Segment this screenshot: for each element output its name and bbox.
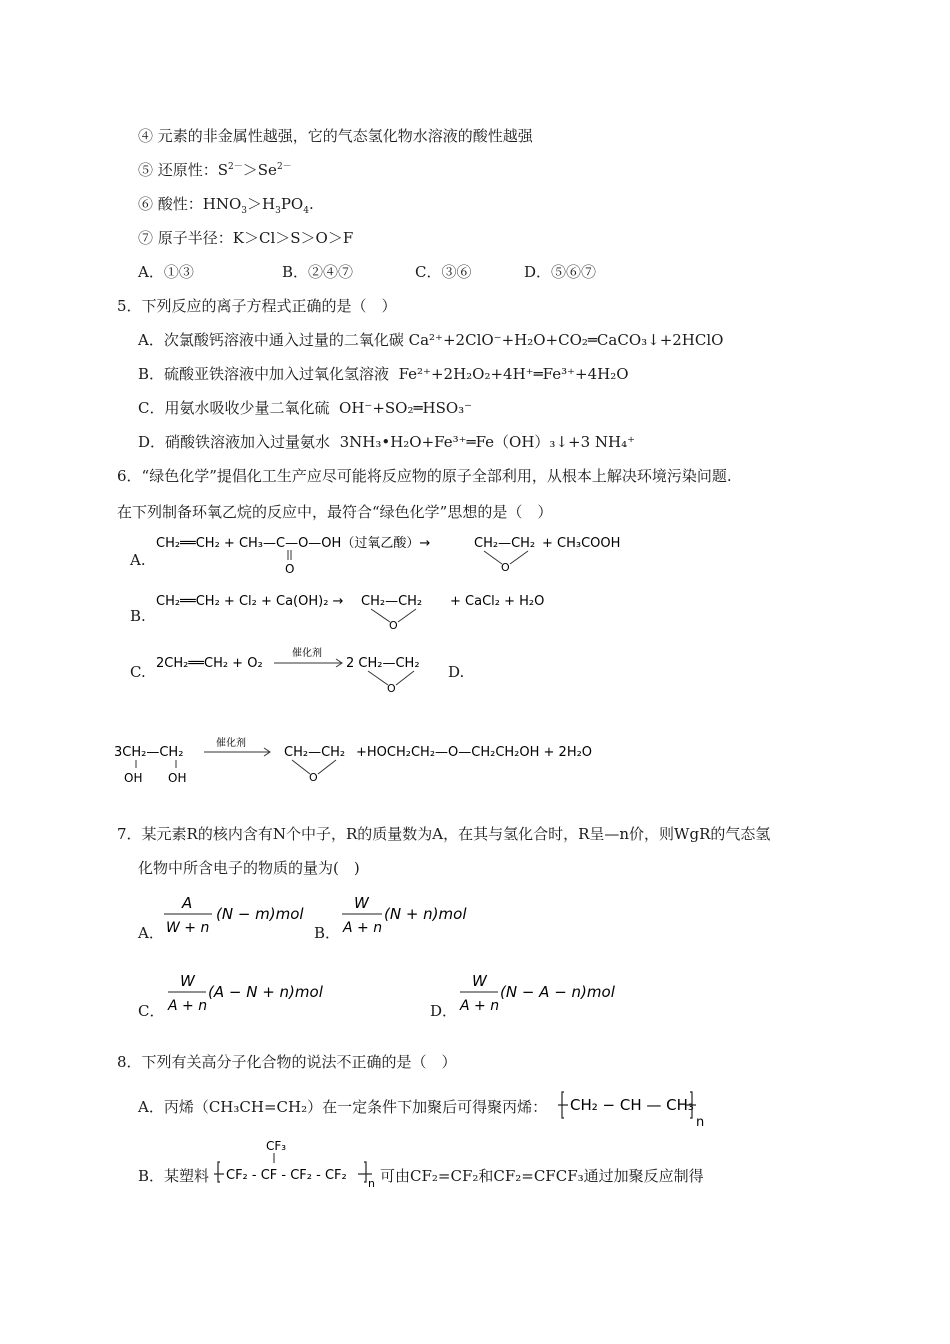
svg-text:3CH₂—CH₂: 3CH₂—CH₂ <box>114 745 184 760</box>
q7-option-a-formula <box>160 888 310 944</box>
svg-text:CH₂—CH₂: CH₂—CH₂ <box>474 536 536 551</box>
svg-text:W: W <box>354 894 369 912</box>
svg-text:CH₂══CH₂ + Cl₂ + Ca(OH)₂ →: CH₂══CH₂ + Cl₂ + Ca(OH)₂ → <box>156 594 344 609</box>
q6-option-b-equation <box>150 588 545 632</box>
q7-option-c-label[interactable]: C． <box>138 1002 165 1020</box>
q6-option-d-label[interactable]: D. <box>448 663 465 681</box>
q6-stem-line2: 在下列制备环氧乙烷的反应中，最符合“绿色化学”思想的是（ ） <box>117 503 553 521</box>
statement-4: ④ 元素的非金属性越强，它的气态氢化物水溶液的酸性越强 <box>138 127 533 145</box>
svg-text:OH: OH <box>168 771 187 785</box>
fluoropolymer-structure <box>212 1134 382 1190</box>
q8-option-a[interactable]: A．丙烯（CH₃CH=CH₂）在一定条件下加聚后可得聚丙烯： <box>138 1098 548 1116</box>
polypropylene-structure <box>554 1084 714 1130</box>
svg-text:CH₂—CH₂: CH₂—CH₂ <box>361 594 423 609</box>
svg-text:W + n: W + n <box>166 920 210 936</box>
svg-text:OH: OH <box>124 771 143 785</box>
q7-option-d-label[interactable]: D． <box>430 1002 458 1020</box>
svg-text:(N + n)mol: (N + n)mol <box>384 905 467 923</box>
svg-text:O: O <box>285 562 295 576</box>
svg-text:O: O <box>501 561 510 574</box>
svg-text:A + n: A + n <box>168 998 208 1014</box>
svg-text:2CH₂══CH₂ + O₂: 2CH₂══CH₂ + O₂ <box>156 656 263 671</box>
svg-text:(A − N + n)mol: (A − N + n)mol <box>208 983 323 1001</box>
svg-text:催化剂: 催化剂 <box>292 648 322 659</box>
q7-option-c-formula <box>164 966 334 1022</box>
q6-option-c-equation <box>150 645 440 693</box>
svg-text:O: O <box>389 619 398 632</box>
svg-text:催化剂: 催化剂 <box>216 738 246 749</box>
svg-text:O: O <box>309 771 318 784</box>
q7-stem-line1: 7．某元素R的核内含有N个中子，R的质量数为A，在其与氢化合时，R呈—n价，则WgR的气态氢 <box>117 825 771 843</box>
q8-stem: 8．下列有关高分子化合物的说法不正确的是（ ） <box>117 1053 457 1071</box>
q5-option-b[interactable]: B．硫酸亚铁溶液中加入过氧化氢溶液 Fe²⁺+2H₂O₂+4H⁺═Fe³⁺+4H₂O <box>138 365 629 383</box>
svg-text:(N − m)mol: (N − m)mol <box>216 905 304 923</box>
svg-text:A + n: A + n <box>460 998 500 1014</box>
q4-option-a[interactable]: A．①③ <box>138 263 194 281</box>
svg-text:+ CaCl₂ + H₂O: + CaCl₂ + H₂O <box>450 594 545 609</box>
q6-option-b-label[interactable]: B. <box>130 607 146 625</box>
statement-6: ⑥ 酸性：$HNO_3>H_3PO_4$. <box>138 195 314 216</box>
q7-option-a-label[interactable]: A． <box>138 924 164 942</box>
q6-option-a-label[interactable]: A. <box>130 551 146 569</box>
svg-text:A: A <box>182 894 193 912</box>
svg-text:2 CH₂—CH₂: 2 CH₂—CH₂ <box>346 656 420 671</box>
q7-option-d-formula <box>456 966 626 1022</box>
q5-stem: 5．下列反应的离子方程式正确的是（ ） <box>117 297 397 315</box>
svg-text:CH₂ − CH — CH₃: CH₂ − CH — CH₃ <box>570 1096 694 1114</box>
q5-option-c[interactable]: C．用氨水吸收少量二氧化硫 OH⁻+SO₂═HSO₃⁻ <box>138 399 473 417</box>
q8-option-b-text: 可由CF₂=CF₂和CF₂=CFCF₃通过加聚反应制得 <box>380 1167 704 1185</box>
svg-text:n: n <box>696 1115 705 1130</box>
svg-text:O: O <box>387 682 396 693</box>
statement-5: ⑤ 还原性：$S^{2-}>Se^{2-}$ <box>138 161 292 179</box>
svg-text:(N − A − n)mol: (N − A − n)mol <box>500 983 615 1001</box>
svg-text:W: W <box>180 972 195 990</box>
svg-text:W: W <box>472 972 487 990</box>
statement-7: ⑦ 原子半径：K＞Cl＞S＞O＞F <box>138 229 354 247</box>
q7-option-b-formula <box>338 888 478 944</box>
q4-option-d[interactable]: D．⑤⑥⑦ <box>524 263 597 281</box>
q7-option-b-label[interactable]: B． <box>314 924 341 942</box>
q6-option-d-equation <box>112 732 617 788</box>
svg-text:+HOCH₂CH₂—O—CH₂CH₂OH + 2H₂O: +HOCH₂CH₂—O—CH₂CH₂OH + 2H₂O <box>356 745 593 760</box>
svg-text:CF₂ - CF - CF₂ - CF₂: CF₂ - CF - CF₂ - CF₂ <box>226 1168 347 1183</box>
svg-text:CH₂══CH₂ + CH₃—C—O—OH（过氧乙酸）→: CH₂══CH₂ + CH₃—C—O—OH（过氧乙酸）→ <box>156 536 431 551</box>
q8-option-b[interactable]: B．某塑料 <box>138 1167 210 1185</box>
q6-option-a-equation <box>150 532 635 576</box>
q5-option-d[interactable]: D．硝酸铁溶液加入过量氨水 3NH₃•H₂O+Fe³⁺═Fe（OH）₃↓+3 NH₄⁺ <box>138 433 636 451</box>
svg-text:CF₃: CF₃ <box>266 1139 287 1153</box>
q6-stem-line1: 6．“绿色化学”提倡化工生产应尽可能将反应物的原子全部利用，从根本上解决环境污染问题. <box>117 467 732 485</box>
svg-text:+ CH₃COOH: + CH₃COOH <box>542 536 621 551</box>
svg-text:CH₂—CH₂: CH₂—CH₂ <box>284 745 346 760</box>
q4-option-b[interactable]: B．②④⑦ <box>282 263 354 281</box>
q5-option-a[interactable]: A．次氯酸钙溶液中通入过量的二氧化碳 Ca²⁺+2ClO⁻+H₂O+CO₂═CaCO₃↓+2HClO <box>138 331 724 349</box>
svg-text:n: n <box>368 1177 375 1190</box>
q6-option-c-label[interactable]: C. <box>130 663 146 681</box>
q7-stem-line2: 化物中所含电子的物质的量为( ) <box>138 859 360 877</box>
svg-text:A + n: A + n <box>343 920 383 936</box>
q4-option-c[interactable]: C．③⑥ <box>415 263 472 281</box>
